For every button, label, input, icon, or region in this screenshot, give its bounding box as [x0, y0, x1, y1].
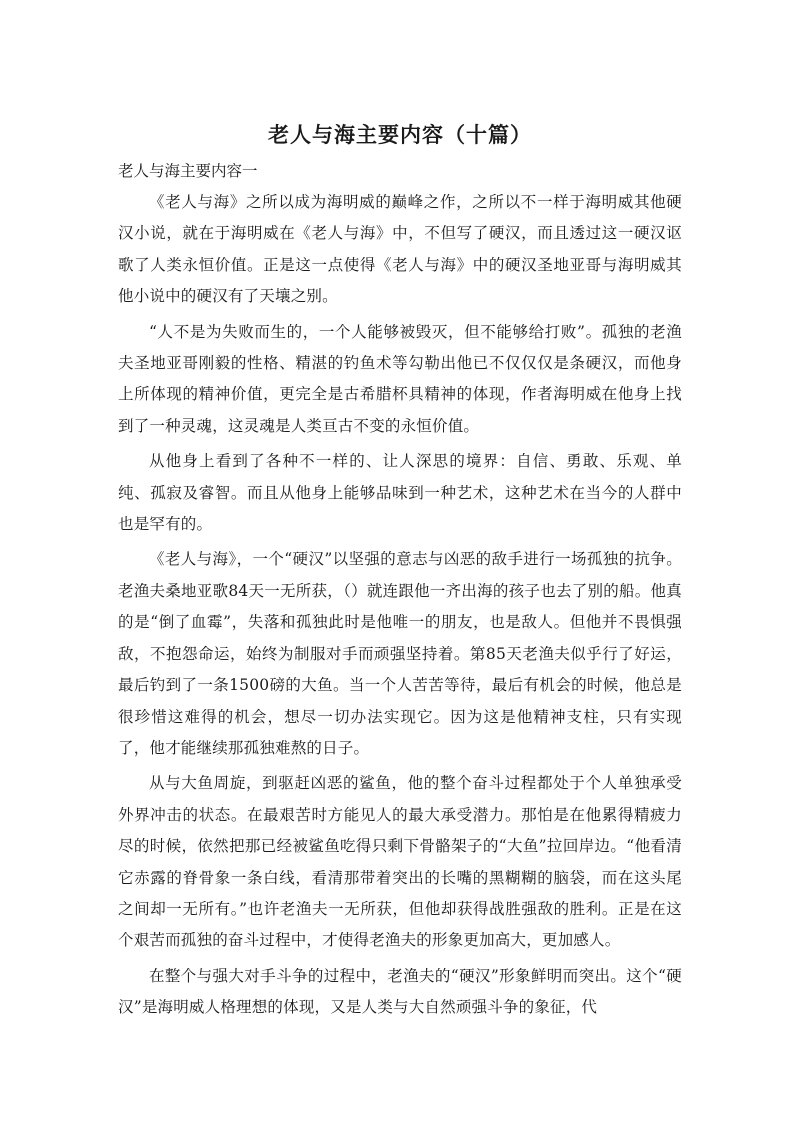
- paragraph-5: 从与大鱼周旋，到驱赶凶恶的鲨鱼，他的整个奋斗过程都处于个人单独承受外界冲击的状态。在最艰苦时方能见人的最大承受潜力。那怕是在他累得精疲力尽的时候，依然把那已经被鲨鱼吃得只剩下骨骼架子的“大鱼”拉回岸边。“他看清它赤露的脊骨象一条白线，看清那带着突出的长嘴的黑糊糊的脑袋，而在这头尾之间却一无所有。”也许老渔夫一无所获，但他却获得战胜强敌的胜利。正是在这个艰苦而孤独的奋斗过程中，才使得老渔夫的形象更加高大，更加感人。: [118, 774, 682, 950]
- document-page: [118, 118, 682, 1028]
- paragraph-4: 《老人与海》，一个“硬汉”以坚强的意志与凶恶的敌手进行一场孤独的抗争。老渔夫桑地亚歌84天一无所获，（）就连跟他一齐出海的孩子也去了别的船。他真的是“倒了血霉”，失落和孤独此时是他唯一的朋友，也是敌人。但他并不畏惧强敌，不抱怨命运，始终为制服对手而顽强坚持着。第85天老渔夫似乎行了好运，最后钓到了一条1500磅的大鱼。当一个人苦苦等待，最后有机会的时候，他总是很珍惜这难得的机会，想尽一切办法实现它。因为这是他精神支柱，只有实现了，他才能继续那孤独难熬的日子。: [118, 550, 682, 757]
- section-heading: 老人与海主要内容一: [118, 162, 258, 180]
- paragraph-2: “人不是为失败而生的，一个人能够被毁灭，但不能够给打败”。孤独的老渔夫圣地亚哥刚毅的性格、精湛的钓鱼术等勾勒出他已不仅仅仅是条硬汉，而他身上所体现的精神价值，更完全是古希腊杯具精神的体现，作者海明威在他身上找到了一种灵魂，这灵魂是人类亘古不变的永恒价值。: [118, 322, 682, 435]
- paragraph-1: 《老人与海》之所以成为海明威的巅峰之作，之所以不一样于海明威其他硬汉小说，就在于海明威在《老人与海》中，不但写了硬汉，而且透过这一硬汉讴歌了人类永恒价值。正是这一点使得《老人与海》中的硬汉圣地亚哥与海明威其他小说中的硬汉有了天壤之别。: [118, 193, 682, 306]
- paragraph-3: 从他身上看到了各种不一样的、让人深思的境界：自信、勇敢、乐观、单纯、孤寂及睿智。而且从他身上能够品味到一种艺术，这种艺术在当今的人群中也是罕有的。: [118, 452, 682, 534]
- document-title: 老人与海主要内容（十篇）: [268, 123, 532, 147]
- paragraph-6: 在整个与强大对手斗争的过程中，老渔夫的“硬汉”形象鲜明而突出。这个“硬汉”是海明威人格理想的体现，又是人类与大自然顽强斗争的象征，代: [118, 966, 682, 1017]
